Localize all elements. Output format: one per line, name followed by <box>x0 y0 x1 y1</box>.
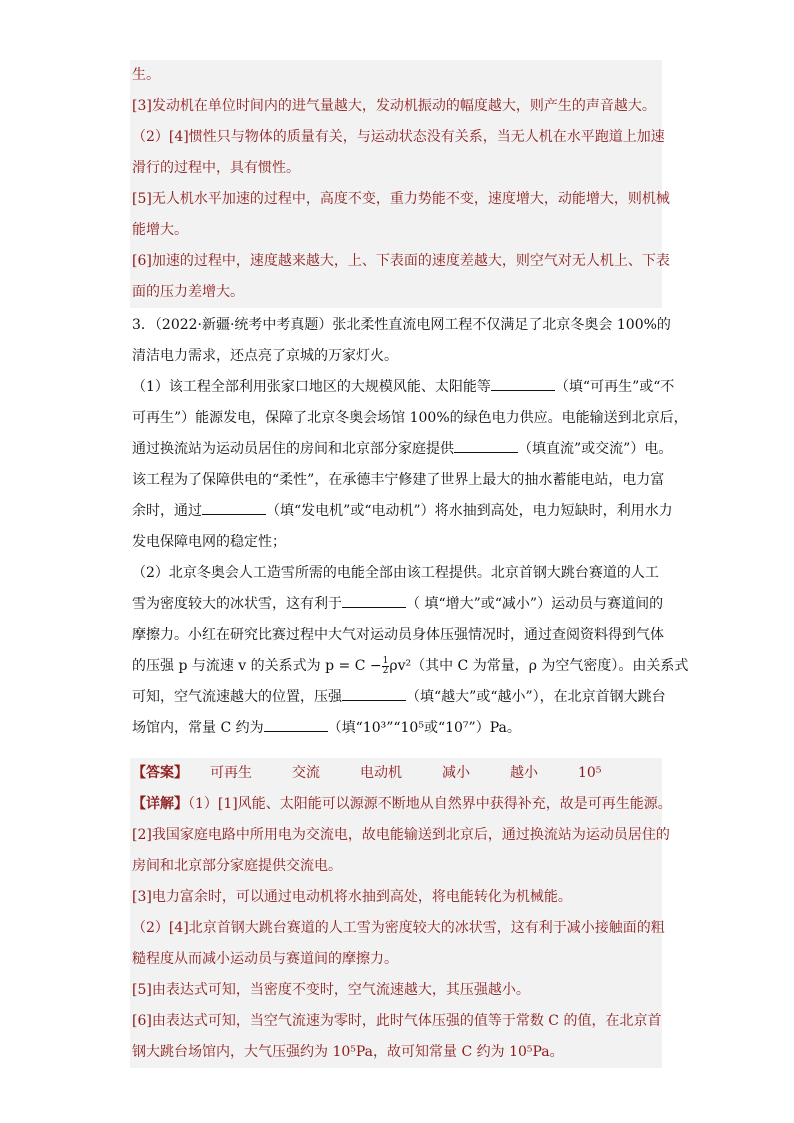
question-line-formula: 的压强 p 与流速 v 的关系式为 p = C − $\frac{1}{2}$ ρv²（其中 C 为常量，ρ 为空气密度）。由关系式 <box>132 655 689 676</box>
answer-detail-block <box>130 758 672 1068</box>
explanation-line: （2）[4]惯性只与物体的质量有关，与运动状态没有关系，当无人机在水平跑道上加速 <box>132 129 665 145</box>
detail-line: 钢大跳台场馆内，大气压强约为 10⁵Pa，故可知常量 C 约为 10⁵Pa。 <box>132 1044 564 1060</box>
answer-blank-1[interactable] <box>491 376 555 391</box>
formula-fraction: $\frac{1}{2}$ <box>382 655 389 676</box>
answer-row <box>130 758 662 789</box>
question-line: 发电保障电网的稳定性； <box>132 534 286 550</box>
question-line: 该工程为了保障供电的“柔性”，在承德丰宁修建了世界上最大的抽水蓄能电站，电力富 <box>132 472 665 488</box>
question-line: 场馆内，常量 C 约为 （填“10³”“10⁵或“10⁷”）Pa。 <box>130 713 662 744</box>
answer-blank-5[interactable] <box>342 686 406 701</box>
detail-line: [3]电力富余时，可以通过电动机将水抽到高处，将电能转化为机械能。 <box>132 889 572 905</box>
detail-line: [5]由表达式可知，当密度不变时，空气流速越大，其压强越小。 <box>132 982 530 998</box>
answer-blank-4[interactable] <box>342 593 406 608</box>
question-line: 可知，空气流速越大的位置，压强 （填“越大”或“越小”），在北京首钢大跳台 <box>130 682 662 713</box>
detail-line: 【详解】（1）[1]风能、太阳能可以源源不断地从自然界中获得补充，故是可再生能源。 <box>132 796 672 812</box>
answer-item: 电动机 <box>360 765 402 781</box>
answer-blank-6[interactable] <box>264 717 328 732</box>
answer-label: 【答案】 <box>132 765 188 781</box>
answer-blank-3[interactable] <box>202 500 266 515</box>
detail-line: 糙程度从而减小运动员与赛道间的摩擦力。 <box>132 951 398 967</box>
question-line: 可再生”）能源发电，保障了北京冬奥会场馆 100%的绿色电力供应。电能输送到北京后， <box>132 410 688 426</box>
answer-blank-2[interactable] <box>454 438 518 453</box>
explanation-line: 生。 <box>132 67 160 83</box>
question-intro: 3．（2022·新疆·统考中考真题）张北柔性直流电网工程不仅满足了北京冬奥会 100%的 <box>132 317 671 333</box>
explanation-line: [5]无人机水平加速的过程中，高度不变，重力势能不变，速度增大，动能增大，则机械 <box>132 191 670 207</box>
detail-line: [2]我国家庭电路中所用电为交流电，故电能输送到北京后，通过换流站为运动员居住的 <box>132 827 670 843</box>
explanation-line: [3]发动机在单位时间内的进气量越大，发动机振动的幅度越大，则产生的声音越大。 <box>132 98 656 114</box>
answer-item: 减小 <box>442 765 470 781</box>
question-intro: 清洁电力需求，还点亮了京城的万家灯火。 <box>132 348 398 364</box>
question-line: 余时，通过 （填“发电机”或“电动机”）将水抽到高处，电力短缺时，利用水力 <box>130 496 662 527</box>
explanation-line: 能增大。 <box>132 222 188 238</box>
explanation-line: 滑行的过程中，具有惯性。 <box>132 160 300 176</box>
question-part-2: （2）北京冬奥会人工造雪所需的电能全部由该工程提供。北京首钢大跳台赛道的人工 <box>132 565 659 581</box>
question-block <box>130 310 689 744</box>
explanation-line: [6]加速的过程中，速度越来越大，上、下表面的速度差越大，则空气对无人机上、下表 <box>132 253 670 269</box>
answer-item: 可再生 <box>210 765 252 781</box>
previous-explanation-block <box>130 60 670 308</box>
answer-item: 10⁵ <box>578 765 602 781</box>
detail-line: （2）[4]北京首钢大跳台赛道的人工雪为密度较大的冰状雪，这有利于减小接触面的粗 <box>132 920 665 936</box>
explanation-line: 面的压力差增大。 <box>132 284 244 300</box>
question-line: 通过换流站为运动员居住的房间和北京部分家庭提供 （填直流”或交流”）电。 <box>130 434 662 465</box>
answer-item: 交流 <box>292 765 320 781</box>
detail-label: 【详解】 <box>132 796 188 812</box>
question-part-1: （1）该工程全部利用张家口地区的大规模风能、太阳能等 （填“可再生”或“不 <box>130 372 662 403</box>
detail-line: [6]由表达式可知，当空气流速为零时，此时气体压强的值等于常数 C 的值，在北京首 <box>132 1013 662 1029</box>
question-line: 雪为密度较大的冰状雪，这有利于 （ 填“增大”或“减小”）运动员与赛道间的 <box>130 589 662 620</box>
answer-item: 越小 <box>510 765 538 781</box>
question-line: 摩擦力。小红在研究比赛过程中大气对运动员身体压强情况时，通过查阅资料得到气体 <box>132 627 664 643</box>
detail-line: 房间和北京部分家庭提供交流电。 <box>132 858 342 874</box>
